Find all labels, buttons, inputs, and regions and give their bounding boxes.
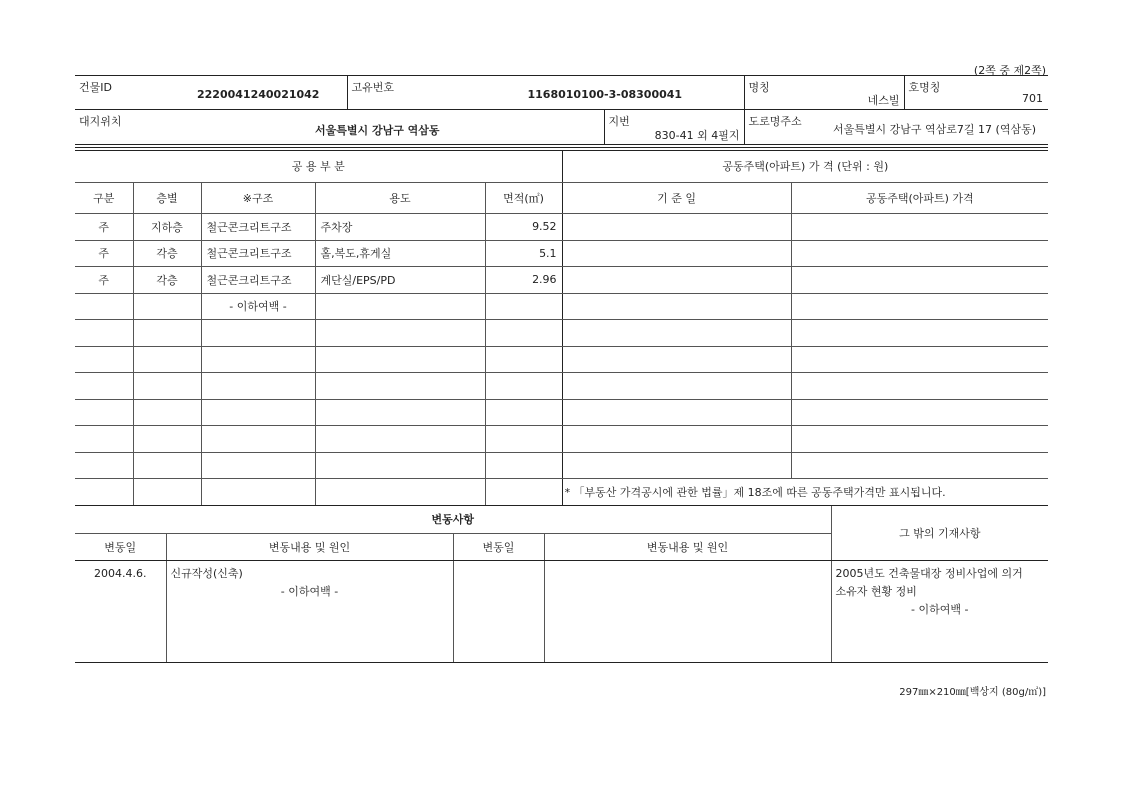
table-row xyxy=(75,267,1048,294)
other-notes-cell xyxy=(831,561,1048,663)
page-indicator: (2쪽 중 제2쪽) xyxy=(973,64,1046,77)
lot-value: 830-41 외 4필지 xyxy=(654,129,740,142)
col-floor: 층별 xyxy=(133,183,201,214)
col-base-date: 기 준 일 xyxy=(562,183,791,214)
history-entry-content-cell xyxy=(166,561,453,663)
road-label: 도로명주소 xyxy=(748,115,802,128)
row-structure-blank-marker: - 이하여백 - xyxy=(201,293,315,320)
table-row xyxy=(75,214,1048,241)
name-label: 명칭 xyxy=(748,81,770,94)
col-type: 구분 xyxy=(75,183,133,214)
col-area: 면적(㎡) xyxy=(485,183,562,214)
table-row xyxy=(75,240,1048,267)
row-floor: 각층 xyxy=(133,240,201,267)
row-structure: 철근콘크리트구조 xyxy=(201,267,315,294)
row-structure: 철근콘크리트구조 xyxy=(201,240,315,267)
col-structure: ※구조 xyxy=(201,183,315,214)
price-note: * 「부동산 가격공시에 관한 법률」제 18조에 따른 공동주택가격만 표시됩니다. xyxy=(562,479,1048,506)
history-blank-marker: - 이하여백 - xyxy=(280,585,339,598)
row-price xyxy=(791,293,1048,320)
history-title: 변동사항 xyxy=(75,506,831,534)
row-use: 계단실/EPS/PD xyxy=(315,267,485,294)
name-cell xyxy=(744,76,904,110)
table-row xyxy=(75,293,1048,320)
unique-no-value: 1168010100-3-08300041 xyxy=(527,88,683,101)
table-row-note xyxy=(75,479,1048,506)
table-row-empty xyxy=(75,346,1048,373)
row-type xyxy=(75,293,133,320)
other-notes-line1: 2005년도 건축물대장 정비사업에 의거 xyxy=(835,567,1023,580)
row-base-date xyxy=(562,214,791,241)
unique-no-label: 고유번호 xyxy=(351,81,395,94)
paper-spec: 297㎜×210㎜[백상지 (80g/㎡)] xyxy=(899,687,1046,698)
shared-section-title: 공 용 부 분 xyxy=(75,151,562,183)
col-change-content: 변동내용 및 원인 xyxy=(166,534,453,561)
site-value: 서울특별시 강남구 역삼동 xyxy=(315,124,440,137)
row-structure: 철근콘크리트구조 xyxy=(201,214,315,241)
history-content-empty xyxy=(544,561,831,663)
row-use xyxy=(315,293,485,320)
table-row-empty xyxy=(75,452,1048,479)
row-base-date xyxy=(562,267,791,294)
row-use: 홀,복도,휴게실 xyxy=(315,240,485,267)
site-cell xyxy=(75,110,604,144)
col-use: 용도 xyxy=(315,183,485,214)
row-floor: 지하층 xyxy=(133,214,201,241)
unit-name-value: 701 xyxy=(1022,92,1043,105)
header-table xyxy=(75,75,1048,110)
unit-name-cell xyxy=(904,76,1048,110)
row-area: 5.1 xyxy=(485,240,562,267)
table-row-empty xyxy=(75,320,1048,347)
col-change-content-2: 변동내용 및 원인 xyxy=(544,534,831,561)
table-row-empty xyxy=(75,426,1048,453)
row-base-date xyxy=(562,293,791,320)
building-id-label: 건물ID xyxy=(79,81,112,94)
col-price: 공동주택(아파트) 가격 xyxy=(791,183,1048,214)
row-area xyxy=(485,293,562,320)
history-date-empty xyxy=(453,561,544,663)
history-entry-date: 2004.4.6. xyxy=(75,561,166,663)
row-price xyxy=(791,240,1048,267)
building-id-value: 2220041240021042 xyxy=(197,88,320,101)
name-value: 네스빌 xyxy=(867,94,900,107)
row-use: 주차장 xyxy=(315,214,485,241)
row-floor xyxy=(133,293,201,320)
building-id-cell xyxy=(75,76,347,110)
road-value: 서울특별시 강남구 역삼로7길 17 (역삼동) xyxy=(833,123,1036,136)
table-row-empty xyxy=(75,373,1048,400)
lot-cell xyxy=(604,110,744,144)
price-section-title: 공동주택(아파트) 가 격 (단위 : 원) xyxy=(562,151,1048,183)
row-area: 2.96 xyxy=(485,267,562,294)
col-change-date: 변동일 xyxy=(75,534,166,561)
row-area: 9.52 xyxy=(485,214,562,241)
row-type: 주 xyxy=(75,267,133,294)
unit-name-label: 호명칭 xyxy=(908,81,941,94)
row-type: 주 xyxy=(75,214,133,241)
road-cell xyxy=(744,110,1048,144)
other-notes-title: 그 밖의 기재사항 xyxy=(831,506,1048,561)
history-entry-content: 신규작성(신축) xyxy=(170,567,243,580)
building-register-sheet xyxy=(75,75,1048,663)
table-row-empty xyxy=(75,399,1048,426)
row-price xyxy=(791,214,1048,241)
header-table-2 xyxy=(75,110,1048,145)
change-history-table xyxy=(75,506,1048,664)
site-label: 대지위치 xyxy=(79,115,122,128)
other-notes-blank-marker: - 이하여백 - xyxy=(911,603,969,616)
shared-parts-table xyxy=(75,151,1048,506)
row-price xyxy=(791,267,1048,294)
other-notes-line2: 소유자 현황 정비 xyxy=(835,585,917,598)
lot-label: 지번 xyxy=(608,115,630,128)
row-type: 주 xyxy=(75,240,133,267)
row-base-date xyxy=(562,240,791,267)
col-change-date-2: 변동일 xyxy=(453,534,544,561)
unique-no-cell xyxy=(347,76,744,110)
row-floor: 각층 xyxy=(133,267,201,294)
